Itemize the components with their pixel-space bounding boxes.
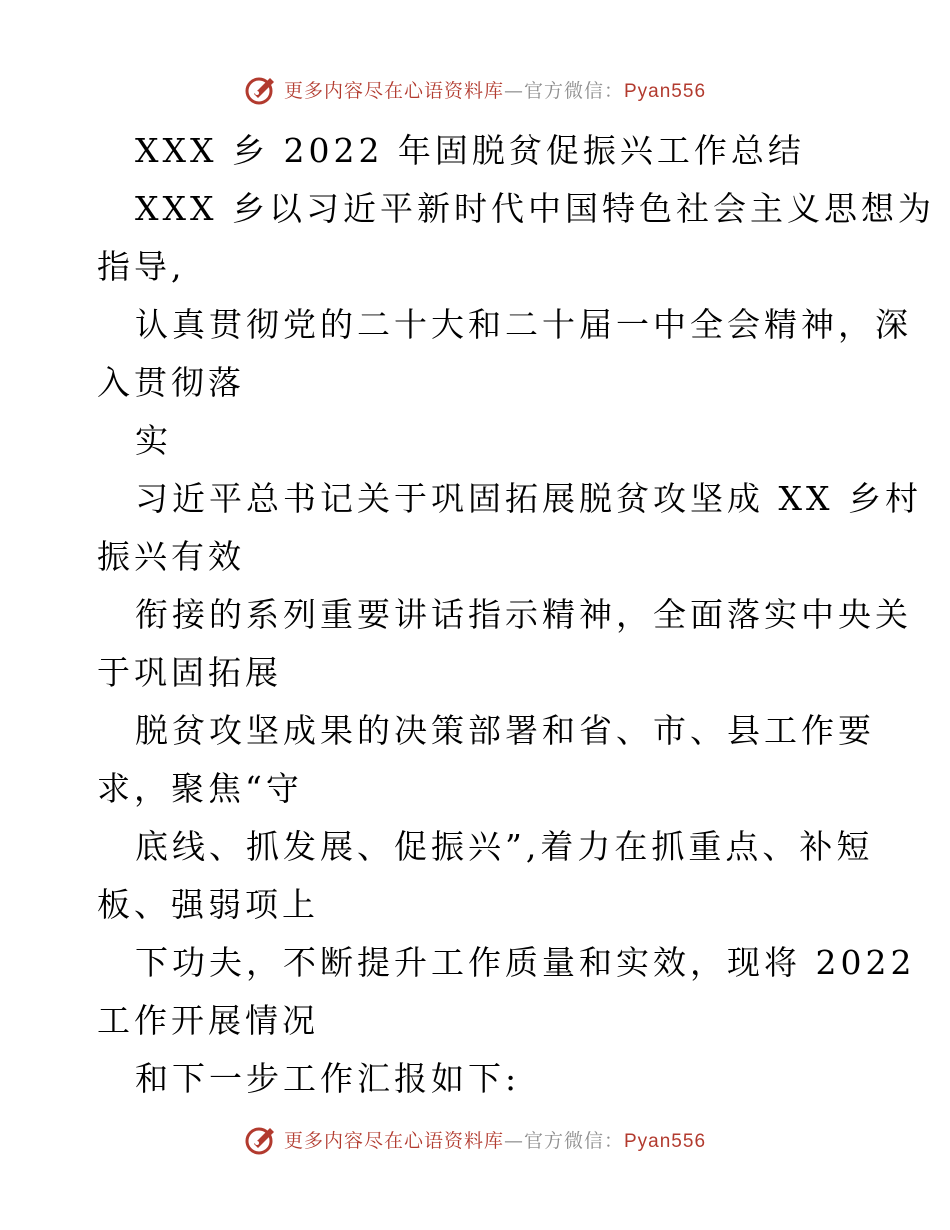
paragraph-line: 振兴有效 (97, 537, 245, 576)
document-title: XXX 乡 2022 年固脱贫促振兴工作总结 (135, 131, 805, 170)
paragraph-line: 于巩固拓展 (97, 653, 282, 692)
paragraph-line: 脱贫攻坚成果的决策部署和省、市、县工作要 (135, 711, 875, 750)
paragraph-line: 指导, (97, 247, 186, 286)
paragraph-line: 和下一步工作汇报如下: (135, 1059, 521, 1098)
watermark-text: 更多内容尽在心语资料库—官方微信：Pyan556 (283, 79, 707, 102)
paragraph-line: 认真贯彻党的二十大和二十届一中全会精神，深 (135, 305, 912, 344)
paragraph-line: 底线、抓发展、促振兴”,着力在抓重点、补短 (135, 827, 874, 866)
paragraph-line: 实 (135, 421, 172, 460)
watermark-footer (0, 1122, 950, 1156)
document-body (97, 122, 935, 1108)
paragraph-line: 衔接的系列重要讲话指示精神，全面落实中央关 (135, 595, 912, 634)
watermark-text: 更多内容尽在心语资料库—官方微信：Pyan556 (283, 1129, 707, 1152)
paragraph-line: 下功夫，不断提升工作质量和实效，现将 2022 (135, 943, 916, 982)
paragraph-line: 工作开展情况 (97, 1001, 319, 1040)
paragraph-line: XXX 乡以习近平新时代中国特色社会主义思想为 (135, 189, 935, 228)
paragraph-line: 入贯彻落 (97, 363, 245, 402)
paragraph-line: 板、强弱项上 (97, 885, 319, 924)
watermark-header (0, 72, 950, 106)
paragraph-line: 习近平总书记关于巩固拓展脱贫攻坚成 XX 乡村 (135, 479, 922, 518)
pen-logo-icon (244, 72, 278, 106)
pen-logo-icon (244, 1122, 278, 1156)
paragraph-line: 求，聚焦“守 (97, 769, 303, 808)
